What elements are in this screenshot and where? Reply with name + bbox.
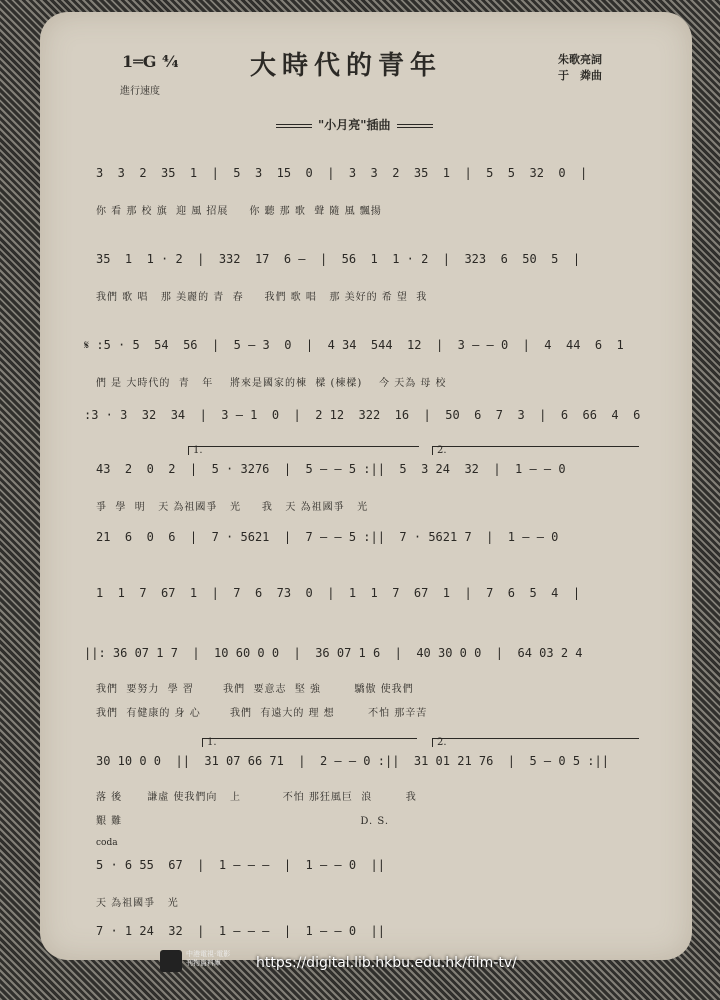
notation-line: 1 1 7 67 1 | 7 6 73 0 | 1 1 7 67 1 | 7 6 5 4 | (96, 586, 581, 600)
lyric-line-2: 我們 有健康的 身 心 我們 有遠大的 理 想 不怕 那辛苦 (96, 708, 428, 719)
lyric-line: 落 後 謙虛 使我們向 上 不怕 那狂風巨 浪 我 (96, 792, 417, 803)
lyricist: 朱歌亮詞 (558, 53, 602, 66)
notation-line: ||: 36 07 1 7 | 10 60 0 0 | 36 07 1 6 | 40 30 0 0 | 64 03 2 4 (84, 646, 583, 660)
sheet-music-page (40, 12, 692, 960)
lyric-line: 我們 歌 唱 那 美麗的 青 春 我們 歌 唱 那 美好的 希 望 我 (96, 292, 428, 303)
credits (558, 52, 602, 84)
volta-1: 1. (188, 446, 419, 455)
archive-org (186, 950, 230, 968)
notation-line: 3 3 2 35 1 | 5 3 15 0 | 3 3 2 35 1 | 5 5 32 0 | (96, 166, 588, 180)
notation-line: 30 10 0 0 || 31 07 66 71 | 2 — — 0 :|| 31 01 21 76 | 5 — 0 5 :|| (96, 754, 609, 768)
subtitle (270, 116, 439, 133)
song-title: 大時代的青年 (250, 51, 443, 81)
rule-left (276, 124, 312, 128)
lyric-line-2: 艱 難 D. S. (96, 816, 390, 827)
notation-line-lower: 21 6 0 6 | 7 · 5621 | 7 — — 5 :|| 7 · 5621 7 | 1 — — 0 (96, 530, 559, 544)
volta-2b: 2. (432, 738, 639, 747)
notation-line: 35 1 1 · 2 | 332 17 6 — | 56 1 1 · 2 | 323 6 50 5 | (96, 252, 581, 266)
notation-line: 43 2 0 2 | 5 · 3276 | 5 — — 5 :|| 5 3 24 32 | 1 — — 0 (96, 462, 566, 476)
archive-logo-icon (160, 950, 182, 972)
notation-line-lower: :3 · 3 32 34 | 3 — 1 0 | 2 12 322 16 | 50 6 7 3 | 6 66 4 6 (84, 408, 641, 422)
notation-line: 5 · 6 55 67 | 1 — — — | 1 — — 0 || (96, 858, 385, 872)
lyric-line: 你 看 那 校 旗 迎 風 招展 你 聽 那 歌 聲 隨 風 飄揚 (96, 206, 382, 217)
lyric-line: 爭 學 明 天 為祖國爭 光 我 天 為祖國爭 光 (96, 502, 369, 513)
lyric-line: 我們 要努力 學 習 我們 要意志 堅 強 驕傲 使我們 (96, 684, 414, 695)
coda-label: coda (96, 838, 118, 848)
composer: 于 粦曲 (558, 69, 602, 82)
lyric-line: 們 是 大時代的 青 年 將來是國家的棟 樑 (棟樑) 今 天為 母 校 (96, 378, 447, 389)
archive-url[interactable]: https://digital.lib.hkbu.edu.hk/film-tv/ (256, 955, 517, 971)
archive-org-line2: 刊物資料庫 (186, 959, 221, 967)
key-signature: 1═G ⁴⁄₄ (122, 52, 179, 71)
volta-2: 2. (432, 446, 639, 455)
tempo-marking: 進行速度 (120, 86, 160, 97)
notation-line-lower: 7 · 1 24 32 | 1 — — — | 1 — — 0 || (96, 924, 385, 938)
notation-line: 𝄋 :5 · 5 54 56 | 5 — 3 0 | 4 34 544 12 | 3 — — 0 | 4 44 6 1 (84, 338, 624, 352)
rule-right (397, 124, 433, 128)
lyric-line: 天 為祖國爭 光 (96, 898, 179, 909)
volta-1b: 1. (202, 738, 417, 747)
archive-org-line1: 中港電視·電影 (186, 950, 231, 958)
subtitle-text: "小月亮"插曲 (318, 118, 391, 132)
